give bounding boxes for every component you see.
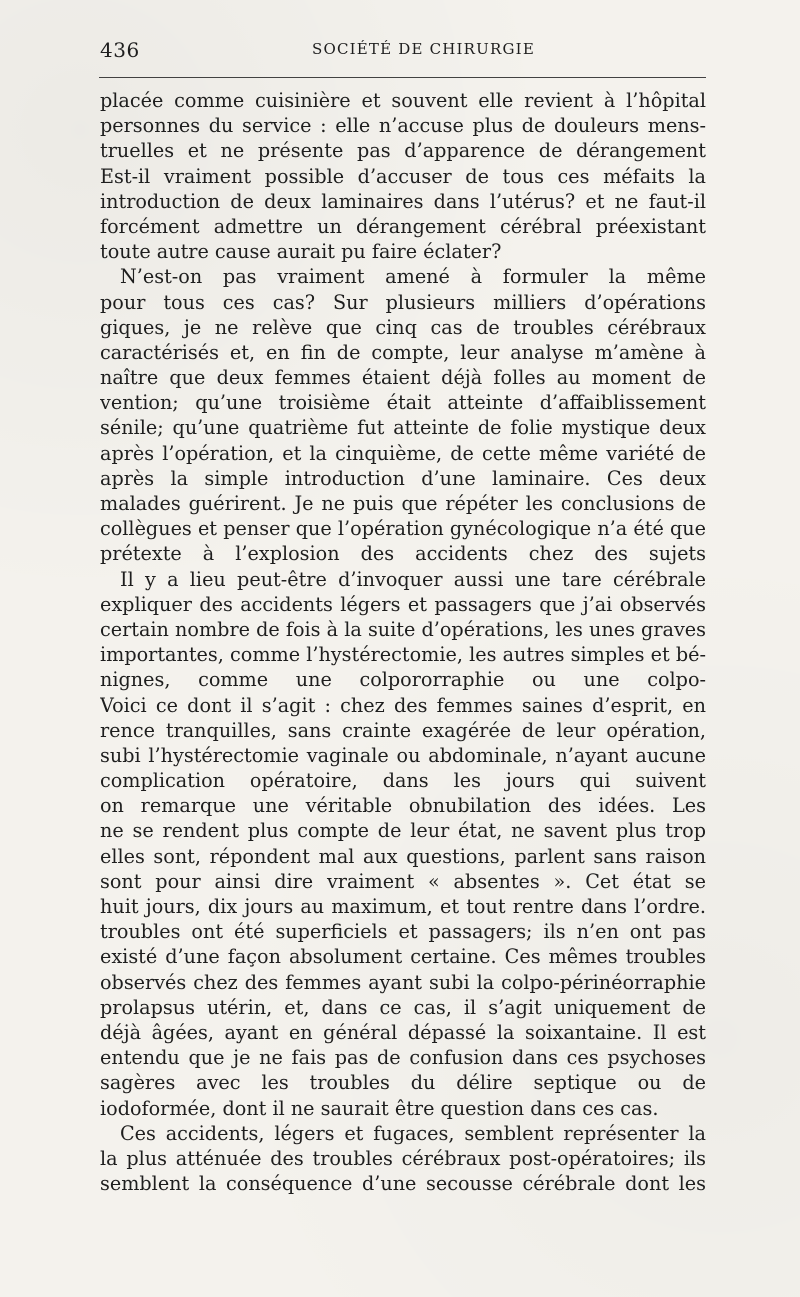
text-line: prétexte à l’explosion des accidents chez des sujets xyxy=(100,542,706,566)
text-line: prolapsus utérin, et, dans ce cas, il s’agit uniquement de xyxy=(100,995,706,1019)
text-line: importantes, comme l’hystérectomie, les autres simples et bé- xyxy=(100,643,706,667)
text-line: toute autre cause aurait pu faire éclater? xyxy=(100,240,502,264)
text-line: ne se rendent plus compte de leur état, ne savent plus trop xyxy=(100,819,706,843)
text-line: huit jours, dix jours au maximum, et tout rentre dans l’ordre. xyxy=(100,895,706,918)
text-line: après la simple introduction d’une laminaire. Ces deux xyxy=(100,466,706,490)
text-line: après l’opération, et la cinquième, de cette même variété de xyxy=(100,441,706,465)
text-line: existé d’une façon absolument certaine. Ces mêmes troubles xyxy=(100,945,706,969)
paragraph-1 xyxy=(100,88,706,264)
text-line: sénile; qu’une quatrième fut atteinte de folie mystique deux xyxy=(100,416,706,440)
paragraph-2 xyxy=(100,264,706,566)
text-line: iodoformée, dont il ne saurait être question dans ces cas. xyxy=(100,1096,659,1120)
text-line: Est-il vraiment possible d’accuser de tous ces méfaits la xyxy=(100,164,706,188)
text-line: truelles et ne présente pas d’apparence de dérangement xyxy=(100,139,706,163)
paragraph-3 xyxy=(100,567,706,1121)
page-number: 436 xyxy=(100,38,140,62)
text-line: giques, je ne relève que cinq cas de troubles cérébraux xyxy=(100,315,706,339)
page-header xyxy=(100,38,706,66)
header-rule xyxy=(99,77,706,78)
text-line: semblent la conséquence d’une secousse cérébrale dont les xyxy=(100,1172,706,1196)
text-line: caractérisés et, en fin de compte, leur analyse m’amène à xyxy=(100,340,706,364)
text-line: pour tous ces cas? Sur plusieurs milliers d’opérations xyxy=(100,290,706,314)
text-line: observés chez des femmes ayant subi la colpo-périnéorraphie xyxy=(100,970,706,994)
text-line: personnes du service : elle n’accuse plus de douleurs mens- xyxy=(100,114,706,138)
text-line: elles sont, répondent mal aux questions, parlent sans raison xyxy=(100,844,706,868)
text-line: sagères avec les troubles du délire septique ou de xyxy=(100,1071,706,1095)
text-line: forcément admettre un dérangement cérébral préexistant xyxy=(100,214,706,238)
text-line: troubles ont été superficiels et passagers; ils n’en ont pas xyxy=(100,920,706,944)
text-line: Ces accidents, légers et fugaces, semblent représenter la xyxy=(120,1121,706,1145)
text-line: déjà âgées, ayant en général dépassé la soixantaine. Il est xyxy=(100,1020,706,1044)
text-line: naître que deux femmes étaient déjà folles au moment de xyxy=(100,366,706,390)
text-line: collègues et penser que l’opération gynécologique n’a été que xyxy=(100,517,706,541)
text-line: complication opératoire, dans les jours qui suivent xyxy=(100,769,706,793)
text-line: vention; qu’une troisième était atteinte d’affaiblissement xyxy=(100,391,706,415)
paragraph-4 xyxy=(100,1121,706,1197)
text-line: subi l’hystérectomie vaginale ou abdominale, n’ayant aucune xyxy=(100,743,706,767)
text-line: rence tranquilles, sans crainte exagérée de leur opération, xyxy=(100,718,706,742)
text-line: Voici ce dont il s’agit : chez des femmes saines d’esprit, en xyxy=(100,693,706,717)
text-line: sont pour ainsi dire vraiment « absentes ». Cet état se xyxy=(100,869,706,893)
text-line: malades guérirent. Je ne puis que répéter les conclusions de xyxy=(100,492,706,515)
text-line: on remarque une véritable obnubilation des idées. Les xyxy=(100,794,706,818)
text-line: la plus atténuée des troubles cérébraux post-opératoires; ils xyxy=(100,1146,706,1170)
body-text xyxy=(100,88,706,1196)
text-line: entendu que je ne fais pas de confusion dans ces psychoses xyxy=(100,1046,706,1070)
text-line: expliquer des accidents légers et passagers que j’ai observés xyxy=(100,592,706,616)
text-line: certain nombre de fois à la suite d’opérations, les unes graves xyxy=(100,617,706,641)
text-line: placée comme cuisinière et souvent elle revient à l’hôpital xyxy=(100,89,706,112)
text-line: Il y a lieu peut-être d’invoquer aussi une tare cérébrale xyxy=(120,567,706,591)
text-line: introduction de deux laminaires dans l’utérus? et ne faut-il xyxy=(100,189,706,213)
text-line: nignes, comme une colpororraphie ou une colpo- xyxy=(100,668,706,692)
running-head: SOCIÉTÉ DE CHIRURGIE xyxy=(312,40,535,58)
text-line: N’est-on pas vraiment amené à formuler la même xyxy=(120,265,706,289)
